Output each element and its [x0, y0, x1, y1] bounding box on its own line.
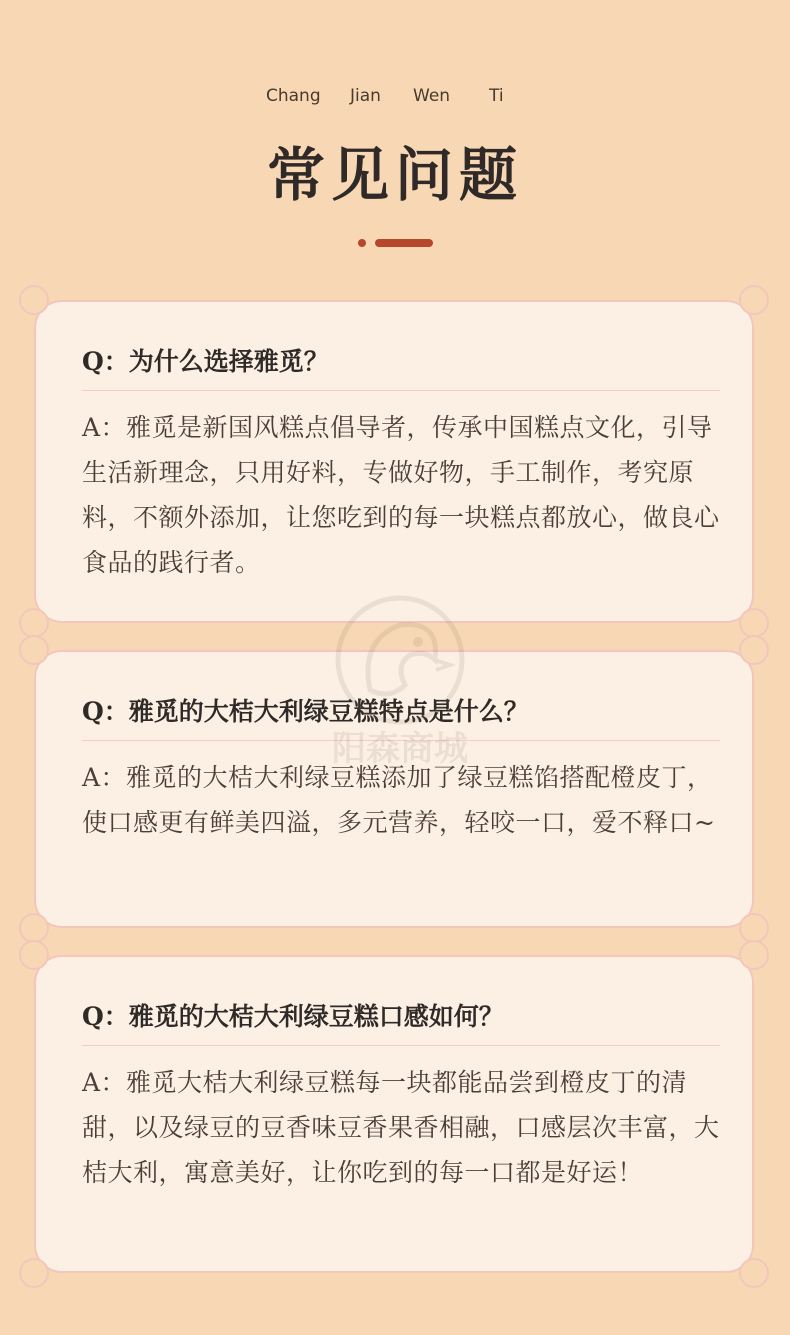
faq-question: Q：为什么选择雅觅？ [82, 347, 329, 376]
pinyin-wen: Wen [413, 86, 451, 106]
faq-divider [82, 1045, 720, 1046]
faq-divider [82, 390, 720, 391]
bird-logo-icon [300, 580, 500, 780]
svg-text:阳森商城: 阳森商城 [332, 729, 468, 769]
corner-notch [19, 285, 49, 315]
faq-card-3 [34, 955, 754, 1273]
faq-question: Q：雅觅的大桔大利绿豆糕口感如何？ [82, 1002, 504, 1031]
corner-notch [19, 635, 49, 665]
corner-notch [19, 1258, 49, 1288]
faq-answer: A：雅觅是新国风糕点倡导者，传承中国糕点文化，引导生活新理念，只用好料，专做好物，手工制作，考究原料，不额外添加，让您吃到的每一块糕点都放心，做良心食品的践行者。 [82, 413, 720, 577]
pinyin-ti: Ti [489, 86, 504, 106]
corner-notch [19, 608, 49, 638]
accent-bar [375, 239, 433, 247]
corner-notch [739, 913, 769, 943]
pinyin-chang: Chang [266, 86, 321, 106]
corner-notch [739, 635, 769, 665]
corner-notch [19, 940, 49, 970]
corner-notch [739, 608, 769, 638]
page-title: 常见问题 [266, 141, 523, 209]
faq-card-1 [34, 300, 754, 623]
corner-notch [739, 1258, 769, 1288]
corner-notch [19, 913, 49, 943]
faq-answer: A：雅觅大桔大利绿豆糕每一块都能品尝到橙皮丁的清甜，以及绿豆的豆香味豆香果香相融，口感层次丰富，大桔大利，寓意美好，让你吃到的每一口都是好运！ [82, 1068, 720, 1187]
pinyin-jian: Jian [350, 86, 381, 106]
corner-notch [739, 285, 769, 315]
accent-dot [358, 239, 366, 247]
faq-answer: A：雅觅的大桔大利绿豆糕添加了绿豆糕馅搭配橙皮丁，使口感更有鲜美四溢，多元营养，轻咬一口，爱不释口~ [82, 763, 716, 837]
faq-question: Q：雅觅的大桔大利绿豆糕特点是什么？ [82, 697, 529, 726]
pinyin-row [0, 86, 790, 108]
corner-notch [739, 940, 769, 970]
